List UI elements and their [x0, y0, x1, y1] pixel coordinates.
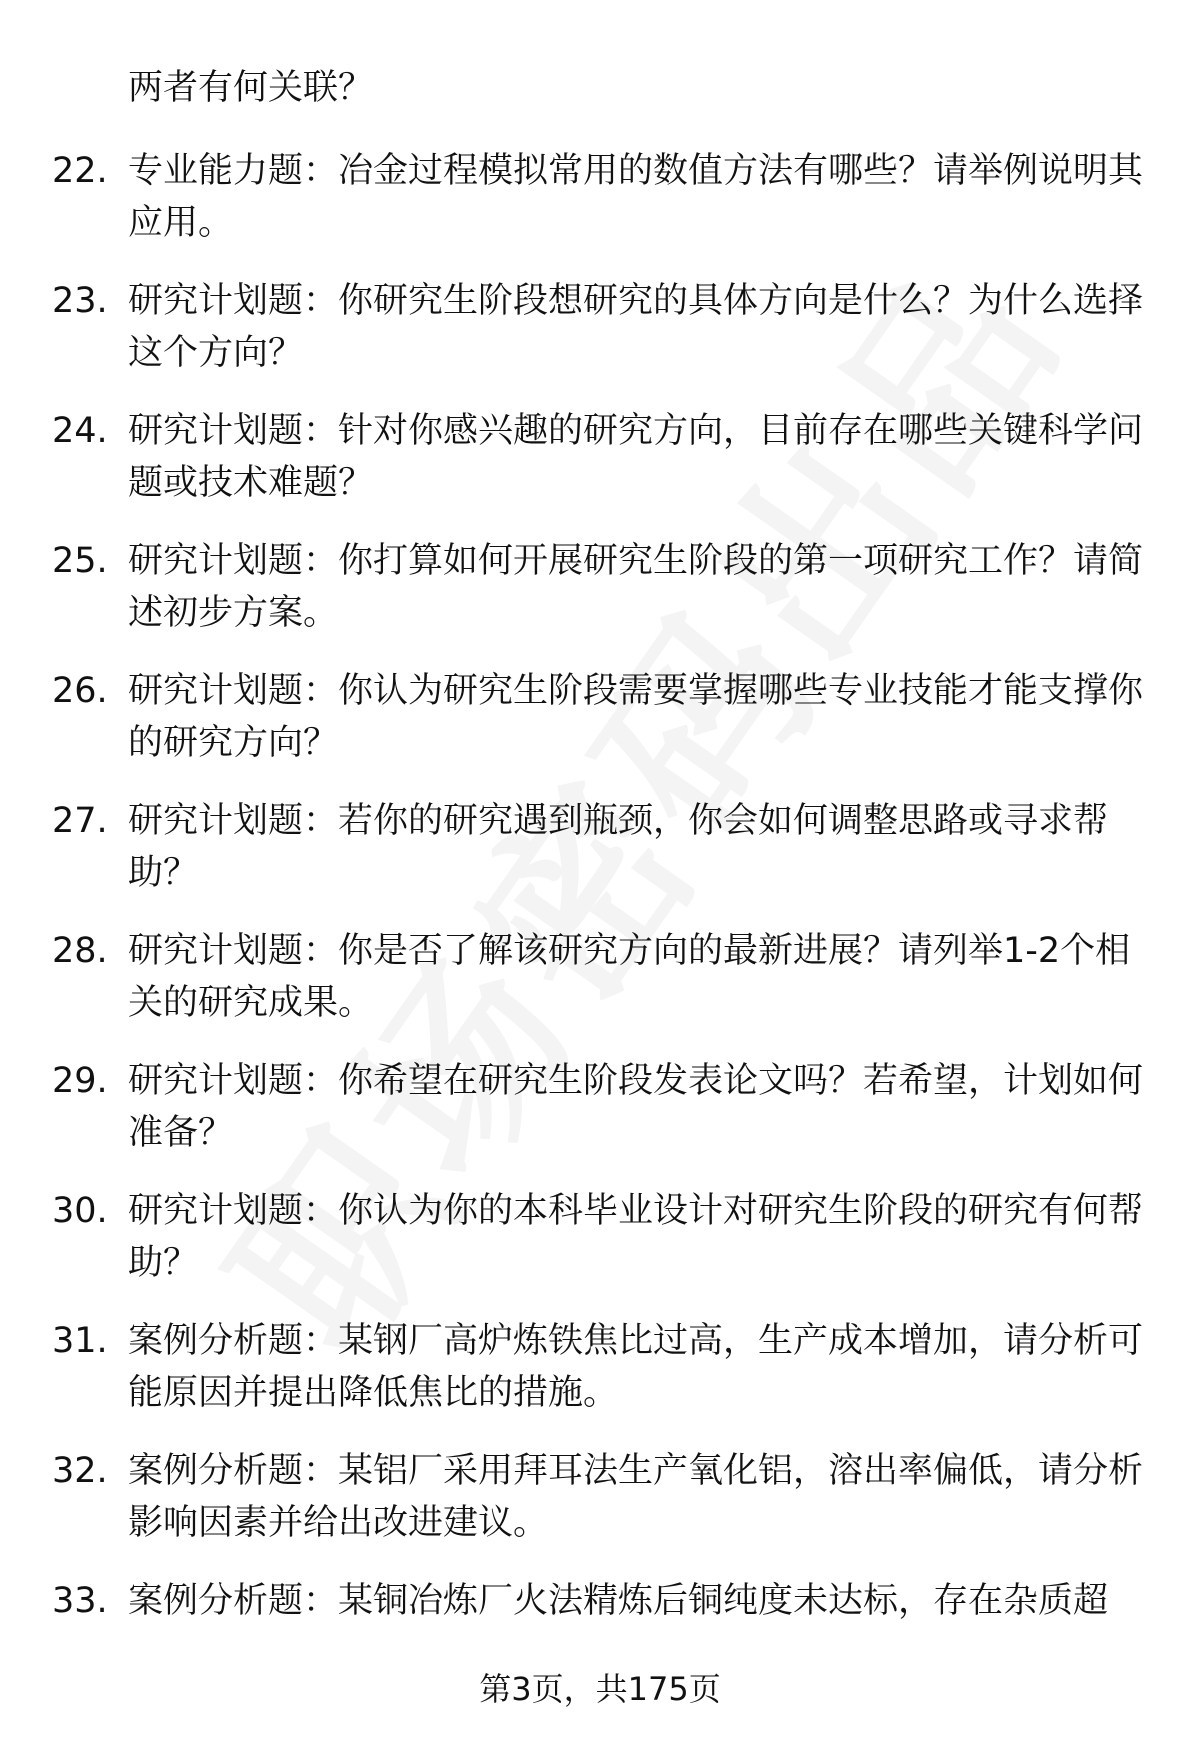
question-item: [0, 275, 1200, 405]
question-text: 研究计划题：你是否了解该研究方向的最新进展？请列举1-2个相关的研究成果。: [128, 931, 1131, 1023]
continuation-text: 两者有何关联？: [128, 68, 374, 108]
question-text: 研究计划题：你打算如何开展研究生阶段的第一项研究工作？请简述初步方案。: [128, 541, 1144, 633]
question-item: [0, 1445, 1200, 1575]
question-text: 案例分析题：某钢厂高炉炼铁焦比过高，生产成本增加，请分析可能原因并提出降低焦比的措施。: [128, 1321, 1144, 1413]
question-item: [0, 405, 1200, 535]
question-number: 29.: [52, 1061, 108, 1101]
question-text: 研究计划题：若你的研究遇到瓶颈，你会如何调整思路或寻求帮助？: [128, 801, 1109, 893]
question-item: [0, 1185, 1200, 1315]
question-item: [0, 535, 1200, 665]
question-number: 25.: [52, 541, 108, 581]
question-list: [0, 145, 1200, 1705]
question-item: [0, 1055, 1200, 1185]
question-number: 28.: [52, 931, 108, 971]
question-number: 24.: [52, 411, 108, 451]
question-number: 31.: [52, 1321, 108, 1361]
question-text: 案例分析题：某铝厂采用拜耳法生产氧化铝，溶出率偏低，请分析影响因素并给出改进建议。: [128, 1451, 1144, 1543]
question-number: 22.: [52, 151, 108, 191]
question-item: [0, 795, 1200, 925]
question-text: 案例分析题：某铜冶炼厂火法精炼后铜纯度未达标，存在杂质超: [128, 1581, 1109, 1621]
question-number: 33.: [52, 1581, 108, 1621]
question-number: 30.: [52, 1191, 108, 1231]
question-text: 研究计划题：你研究生阶段想研究的具体方向是什么？为什么选择这个方向？: [128, 281, 1144, 373]
question-item: [0, 1315, 1200, 1445]
question-text: 研究计划题：你希望在研究生阶段发表论文吗？若希望，计划如何准备？: [128, 1061, 1144, 1153]
question-text: 专业能力题：冶金过程模拟常用的数值方法有哪些？请举例说明其应用。: [128, 151, 1144, 243]
question-number: 23.: [52, 281, 108, 321]
question-number: 26.: [52, 671, 108, 711]
question-item: [0, 665, 1200, 795]
page-footer: 第3页，共175页: [479, 1670, 721, 1708]
question-number: 27.: [52, 801, 108, 841]
question-text: 研究计划题：你认为你的本科毕业设计对研究生阶段的研究有何帮助？: [128, 1191, 1144, 1283]
question-number: 32.: [52, 1451, 108, 1491]
question-text: 研究计划题：你认为研究生阶段需要掌握哪些专业技能才能支撑你的研究方向？: [128, 671, 1144, 763]
question-item: [0, 925, 1200, 1055]
question-text: 研究计划题：针对你感兴趣的研究方向，目前存在哪些关键科学问题或技术难题？: [128, 411, 1144, 503]
question-item: [0, 145, 1200, 275]
